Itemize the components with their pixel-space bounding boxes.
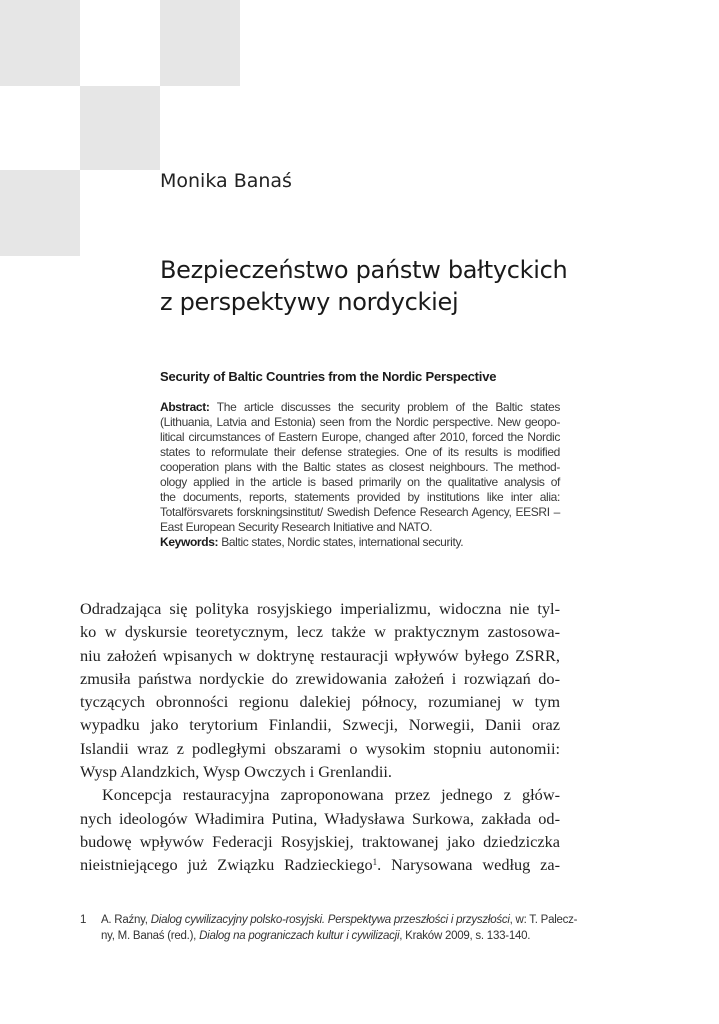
author-name: Monika Banaś: [160, 170, 292, 192]
abstract-line: (Lithuania, Latvia and Estonia) seen from the Nordic perspective. New geopo-: [160, 415, 560, 429]
decor-square-2: [160, 0, 240, 86]
body-text: [80, 597, 560, 877]
body-line: budowę wpływów Federacji Rosyjskiej, traktowanej jako dziedziczka: [80, 831, 560, 851]
footnote-line: A. Raźny, Dialog cywilizacyjny polsko-rosyjski. Perspektywa przeszłości i przyszłości, w: T. Palecz-: [101, 914, 578, 926]
footnote-text: [101, 912, 578, 944]
keywords-line: [160, 535, 560, 550]
decor-square-4: [0, 170, 80, 256]
body-line: Odradzająca się polityka rosyjskiego imperializmu, widoczna nie tyl-: [80, 599, 560, 618]
body-line: Koncepcja restauracyjna zaproponowana przez jednego z głów-: [102, 785, 560, 805]
article-title: [160, 254, 680, 318]
body-line: niu założeń wpisanych w doktrynę restauracji wpływów byłego ZSRR,: [80, 645, 560, 665]
abstract-line: Abstract: The article discusses the security problem of the Baltic states: [160, 400, 560, 414]
abstract-line: litical circumstances of Eastern Europe, changed after 2010, forced the Nordic: [160, 430, 560, 444]
footnote-line: ny, M. Banaś (red.), Dialog na pograniczach kultur i cywilizacji, Kraków 2009, s. 133-140.: [101, 930, 531, 942]
abstract: [160, 400, 560, 550]
abstract-line: Totalförsvarets forskningsinstitut/ Swedish Defence Research Agency, EESRI –: [160, 505, 560, 519]
body-line: nych ideologów Władimira Putina, Władysława Surkowa, zakłada od-: [80, 808, 560, 828]
footnote-ref[interactable]: 1: [372, 857, 378, 868]
body-line: Islandii wraz z podległymi obszarami o wysokim stopniu autonomii:: [80, 738, 560, 758]
decor-square-3: [80, 86, 160, 170]
body-line: wypadku jako terytorium Finlandii, Szwecji, Norwegii, Danii oraz: [80, 715, 560, 735]
footnote: [80, 912, 578, 944]
abstract-label: Abstract:: [160, 400, 210, 414]
abstract-line: states to reformulate their defense strategies. One of its results is modified: [160, 445, 560, 459]
body-line: Wysp Alandzkich, Wysp Owczych i Grenlandii.: [80, 762, 392, 782]
footnote-number: 1: [80, 914, 87, 926]
abstract-line: the documents, reports, statements provided by institutions like inter alia:: [160, 490, 560, 504]
body-line: nieistniejącego już Związku Radzieckiego$^1$. Narysowana według za-: [80, 855, 560, 875]
body-line: zmusiła państwa nordyckie do zrewidowania założeń i rozwiązań do-: [80, 668, 560, 688]
title-line: z perspektywy nordyckiej: [160, 288, 459, 316]
abstract-line: East European Security Research Initiative and NATO.: [160, 520, 433, 534]
abstract-line: cooperation plans with the Baltic states as closest neighbours. The method-: [160, 460, 560, 474]
keywords-label: Keywords:: [160, 535, 219, 549]
english-title: Security of Baltic Countries from the Nordic Perspective: [160, 369, 497, 384]
abstract-line: ology applied in the article is based primarily on the qualitative analysis of: [160, 475, 560, 489]
decor-square-1: [0, 0, 80, 86]
body-line: tyczących obronności regionu dalekiej północy, rozumianej w tym: [80, 692, 560, 712]
body-line: ko w dyskursie teoretycznym, lecz także w praktycznym zastosowa-: [80, 622, 560, 642]
keywords: Baltic states, Nordic states, international security.: [221, 535, 464, 549]
title-line: Bezpieczeństwo państw bałtyckich: [160, 256, 568, 284]
